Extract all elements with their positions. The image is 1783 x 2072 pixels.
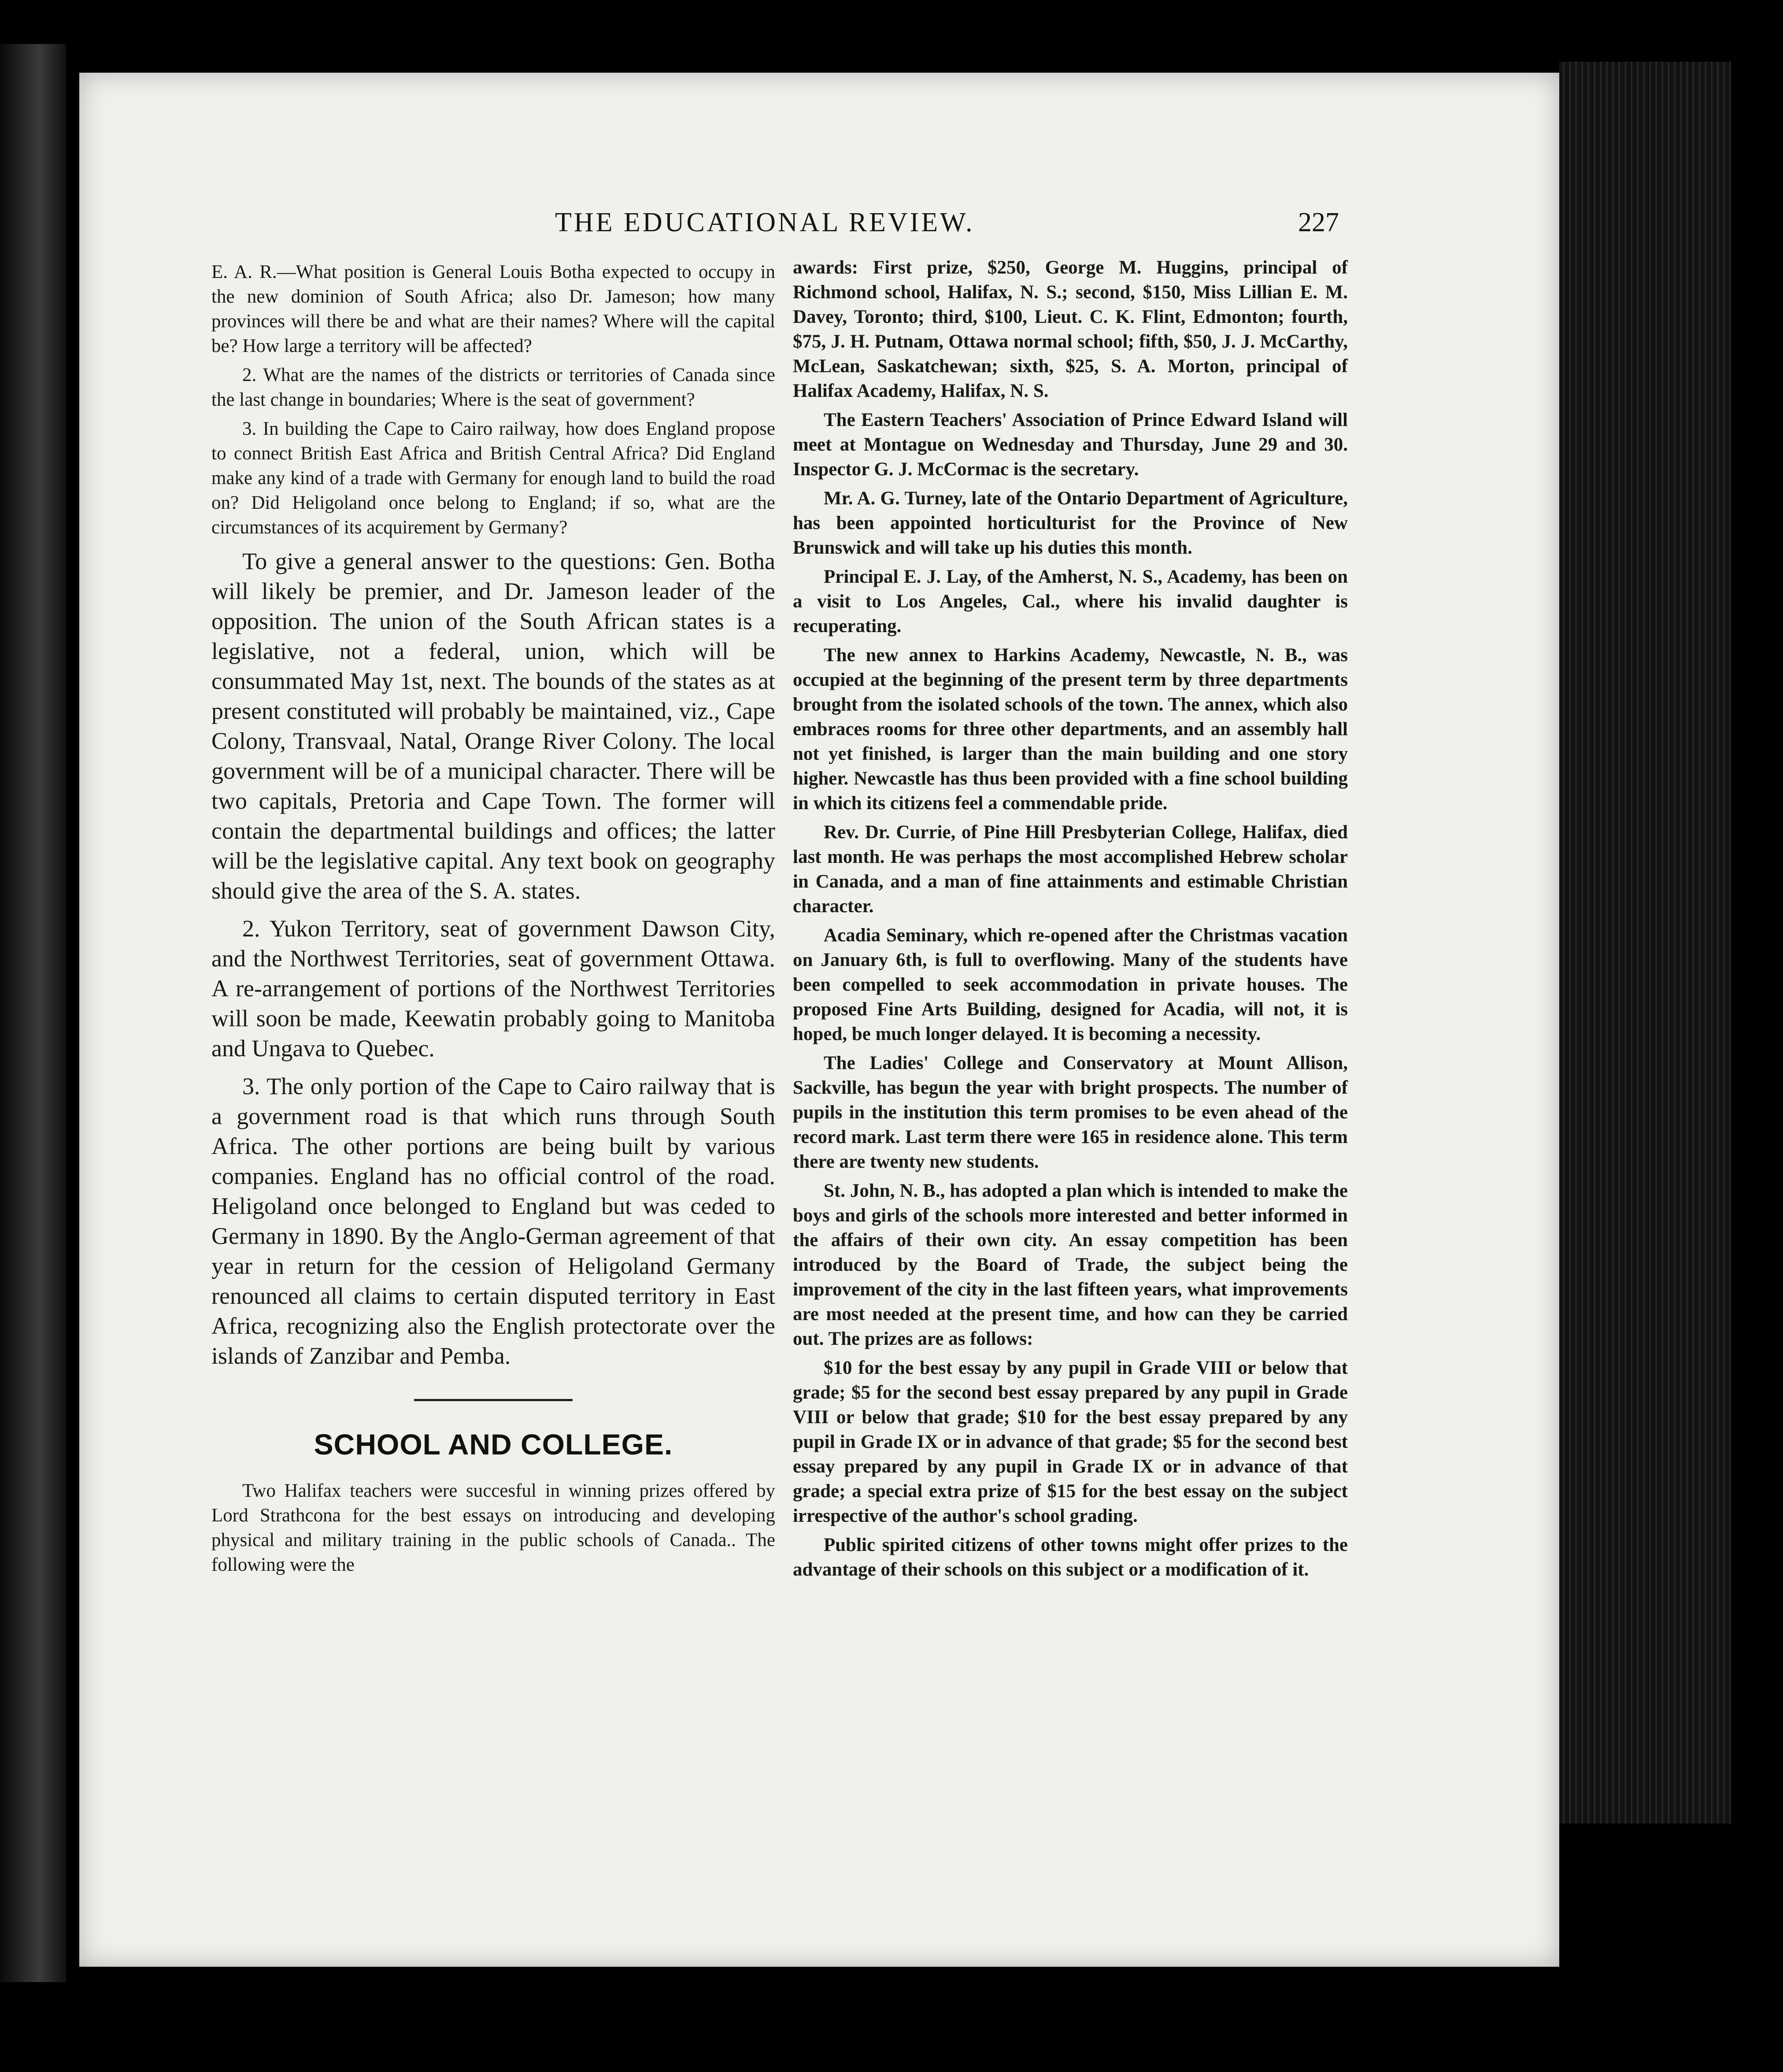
question-paragraph: 2. What are the names of the districts or territories of Canada since the last change in boundaries; Where is the seat of government? <box>211 365 775 410</box>
news-paragraph: Acadia Seminary, which re-opened after the Christmas vacation on January 6th, is full to overflowing. Many of the students have been compelled to seek accommodation in private houses. The proposed Fine Arts Building, designed for Acadia, will not, it is hoped, be much longer delayed. It is becoming a necessity. <box>793 925 1348 1044</box>
journal-title: THE EDUCATIONAL REVIEW. <box>555 207 975 237</box>
section-title: SCHOOL AND COLLEGE. <box>314 1428 673 1461</box>
section-intro: Two Halifax teachers were succesful in winning prizes offered by Lord Strathcona for the best essays on introducing and developing physical and military training in the public schools of Canada.. The following were the <box>211 1480 775 1575</box>
page-stack-edge <box>1559 62 1731 1824</box>
news-paragraph: St. John, N. B., has adopted a plan which is intended to make the boys and girls of the schools more interested and better informed in the affairs of their own city. An essay competition has been introduced by the Board of Trade, the subject being the improvement of the city in the last fifteen years, what improvements are most needed at the present time, and how can they be carried out. The prizes are as follows: <box>793 1180 1348 1349</box>
answer-paragraph: To give a general answer to the questions: Gen. Botha will likely be premier, and Dr. Jameson leader of the opposition. The union of the South African states is a legislative, not a federal, union, which will be consummated May 1st, next. The bounds of the states as at present constituted will probably be maintained, viz., Cape Colony, Transvaal, Natal, Orange River Colony. The local government will be of a municipal character. There will be two capitals, Pretoria and Cape Town. The former will contain the departmental buildings and offices; the latter will be the legislative capital. Any text book on geography should give the area of the S. A. states. <box>211 548 775 904</box>
news-paragraph: Rev. Dr. Currie, of Pine Hill Presbyterian College, Halifax, died last month. He was perhaps the most accomplished Hebrew scholar in Canada, and a man of fine attainments and estimable Christian character. <box>793 822 1348 917</box>
question-paragraph: 3. In building the Cape to Cairo railway, how does England propose to connect British East Africa and British Central Africa? Did England make any kind of a trade with Germany for enough land to build the road on? Did Heligoland once belong to England; if so, what are the circumstances of its acquirement by Germany? <box>211 418 775 538</box>
news-paragraph: Principal E. J. Lay, of the Amherst, N. S., Academy, has been on a visit to Los Angeles, Cal., where his invalid daughter is recuperating. <box>793 566 1348 636</box>
running-head <box>555 207 1339 247</box>
news-paragraph: Public spirited citizens of other towns might offer prizes to the advantage of their schools on this subject or a modification of it. <box>793 1535 1348 1580</box>
left-column <box>211 255 775 1582</box>
news-paragraph: Mr. A. G. Turney, late of the Ontario Department of Agriculture, has been appointed horticulturist for the Province of New Brunswick and will take up his duties this month. <box>793 488 1348 558</box>
news-paragraph: The Eastern Teachers' Association of Prince Edward Island will meet at Montague on Wednesday and Thursday, June 29 and 30. Inspector G. J. McCormac is the secretary. <box>793 410 1348 480</box>
question-paragraph: E. A. R.—What position is General Louis Botha expected to occupy in the new dominion of South Africa; also Dr. Jameson; how many provinces will there be and what are their names? Where will the capital be? How large a territory will be affected? <box>211 262 775 356</box>
prize-list-paragraph: $10 for the best essay by any pupil in Grade VIII or below that grade; $5 for the second best essay prepared by any pupil in Grade VIII or below that grade; $10 for the best essay prepared by any pupil in Grade IX or in advance of that grade; $5 for the second best essay prepared by any pupil in Grade IX or in advance of that grade; a special extra prize of $15 for the best essay on the subject irrespective of the author's school grading. <box>793 1358 1348 1526</box>
book-spine-shadow <box>0 44 66 1982</box>
answer-paragraph: 3. The only portion of the Cape to Cairo railway that is a government road is that which runs through South Africa. The other portions are being built by various companies. England has no official control of the road. Heligoland once belonged to England but was ceded to Germany in 1890. By the Anglo-German agreement of that year in return for the cession of Heligoland Germany renounced all claims to certain disputed territory in East Africa, recognizing also the English protectorate over the islands of Zanzibar and Pemba. <box>211 1073 775 1369</box>
news-paragraph: The Ladies' College and Conservatory at Mount Allison, Sackville, has begun the year with bright prospects. The number of pupils in the institution this term promises to be even ahead of the record mark. Last term there were 165 in residence alone. This term there are twenty new students. <box>793 1053 1348 1172</box>
news-paragraph: awards: First prize, $250, George M. Huggins, principal of Richmond school, Halifax, N. S.; second, $150, Miss Lillian E. M. Davey, Toronto; third, $100, Lieut. C. K. Flint, Edmonton; fourth, $75, J. H. Putnam, Ottawa normal school; fifth, $50, J. J. McCarthy, McLean, Saskatchewan; sixth, $25, S. A. Morton, principal of Halifax Academy, Halifax, N. S. <box>793 257 1348 401</box>
news-paragraph: The new annex to Harkins Academy, Newcastle, N. B., was occupied at the beginning of the present term by three departments brought from the isolated schools of the town. The annex, which also embraces rooms for three other departments, and an assembly hall not yet finished, is larger than the main building and one story higher. Newcastle has thus been provided with a fine school building in which its citizens feel a commendable pride. <box>793 645 1348 814</box>
answer-paragraph: 2. Yukon Territory, seat of government Dawson City, and the Northwest Territories, seat of government Ottawa. A re-arrangement of portions of the Northwest Territories will soon be made, Keewatin probably going to Manitoba and Ungava to Quebec. <box>211 915 775 1062</box>
right-column <box>793 255 1348 1587</box>
section-divider <box>414 1399 573 1401</box>
page-number: 227 <box>1298 207 1339 237</box>
